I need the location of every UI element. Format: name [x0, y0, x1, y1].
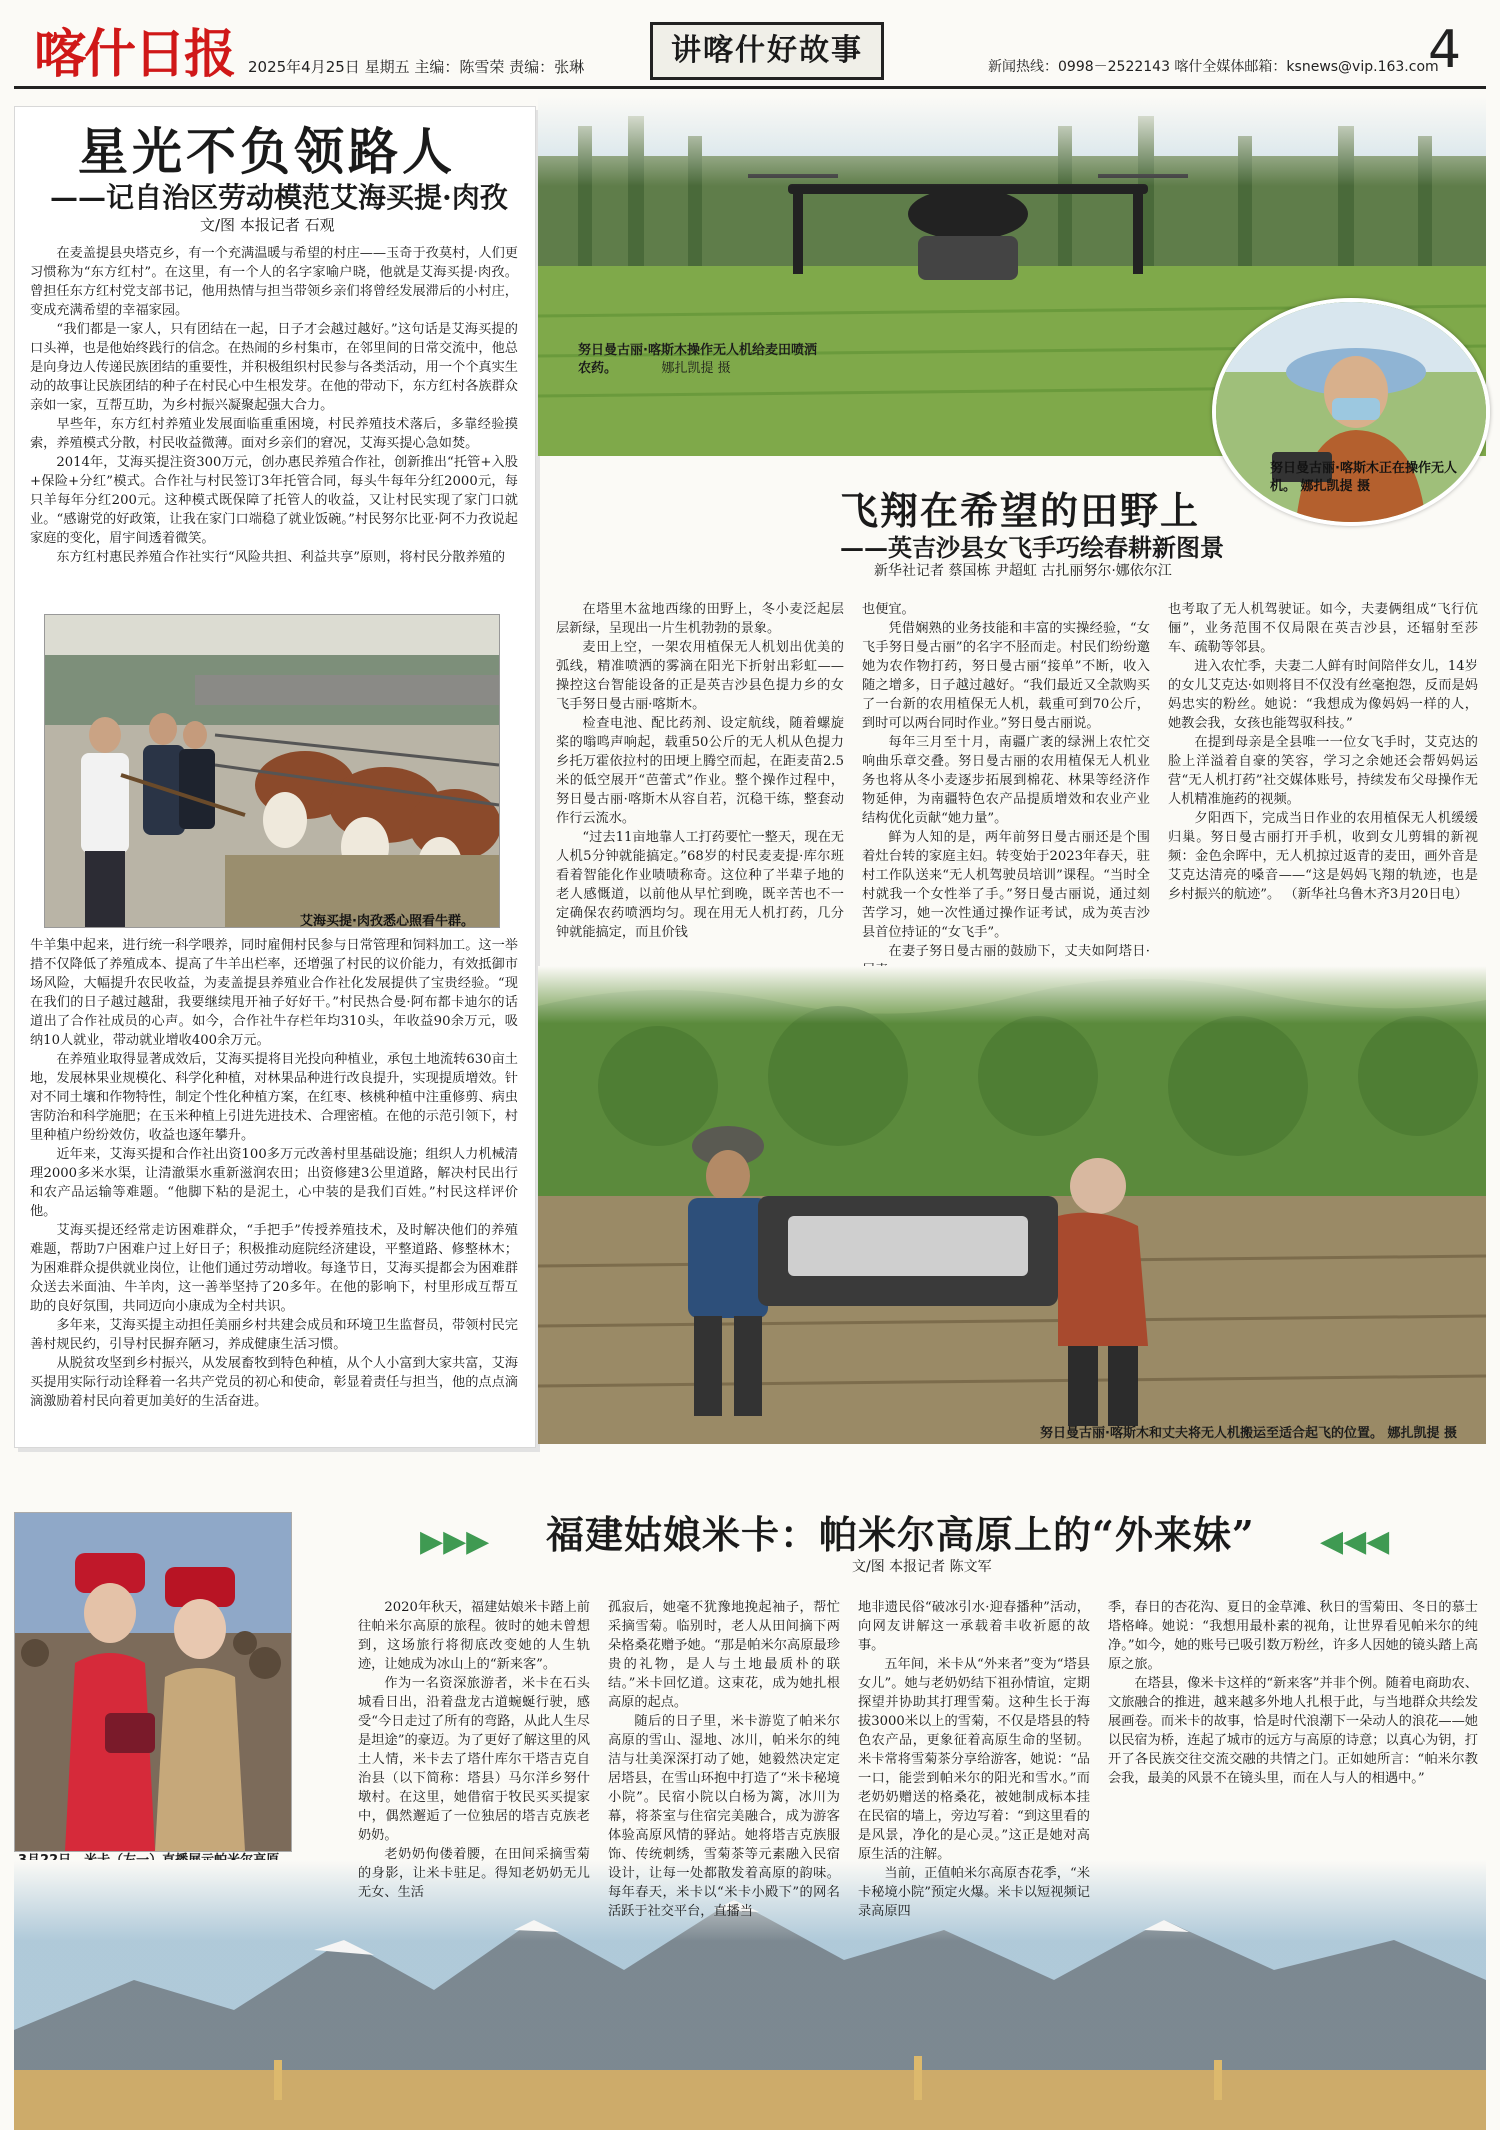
- paragraph: 鲜为人知的是，两年前努日曼古丽还是个围着灶台转的家庭主妇。转变始于2023年春天，驻村工作队送来“无人机驾驶员培训”课程。“当时全村就我一个女性举了手。”努日曼古丽说，通过刻苦学习，她一次性通过操作证考试，成为英吉沙县首位持证的“女飞手”。: [862, 830, 1150, 940]
- right-article-column-1: [556, 600, 844, 942]
- paragraph: 也便宜。: [862, 602, 915, 617]
- cattle-photo-caption: 艾海买提·肉孜悉心照看牛群。: [300, 914, 474, 929]
- portrait-photo-caption: [1270, 460, 1482, 496]
- masthead-rule: [14, 86, 1486, 89]
- paragraph: 地非遗民俗“破冰引水·迎春播种”活动，向网友讲解这一承载着丰收祈愿的故事。: [858, 1600, 1090, 1653]
- paragraph: 东方红村惠民养殖合作社实行“风险共担、利益共享”原则，将村民分散养殖的: [56, 550, 506, 565]
- paragraph: 孤寂后，她毫不犹豫地挽起袖子，帮忙采摘雪菊。临别时，老人从田间摘下两朵格桑花赠予她。“那是帕米尔高原最珍贵的礼物，是人与土地最质朴的联结。”米卡回忆道。这束花，成为她扎根高原的起点。: [608, 1600, 840, 1710]
- bottom-article-title: 福建姑娘米卡：帕米尔高原上的“外来妹”: [546, 1512, 1255, 1557]
- left-article-subtitle: ——记自治区劳动模范艾海买提·肉孜: [50, 181, 508, 214]
- paragraph: 季，春日的杏花沟、夏日的金草滩、秋日的雪菊田、冬日的慕士塔格峰。她说：“我想用最朴素的视角，让世界看见帕米尔的纯净。”如今，她的账号已吸引数万粉丝，许多人因她的镜头踏上高原之旅。: [1108, 1600, 1478, 1672]
- paragraph: 多年来，艾海买提主动担任美丽乡村共建会成员和环境卫生监督员，带领村民完善村规民约，引导村民摒弃陋习，养成健康生活习惯。: [30, 1318, 518, 1352]
- paragraph: 麦田上空，一架农用植保无人机划出优美的弧线，精准喷洒的雾滴在阳光下折射出彩虹——操控这台智能设备的正是英吉沙县色提力乡的女飞手努日曼古丽·喀斯木。: [556, 640, 844, 712]
- paragraph: 在塔里木盆地西缘的田野上，冬小麦泛起层层新绿，呈现出一片生机勃勃的景象。: [556, 602, 844, 636]
- paragraph: 在养殖业取得显著成效后，艾海买提将目光投向种植业，承包土地流转630亩土地，发展林果业规模化、科学化种植，对林果品种进行改良提升，实现提质增效。针对不同土壤和作物特性，制定个性化种植方案，在红枣、核桃种植中注重修剪、病虫害防治和科学施肥；在玉米种植上引进先进技术、合理密植。在他的示范引领下，村里种植户纷纷效仿，收益也逐年攀升。: [30, 1052, 518, 1143]
- paragraph: 在妻子努日曼古丽的鼓励下，丈夫如阿塔日·: [888, 944, 1150, 959]
- bottom-article-column-2: [608, 1598, 840, 1921]
- bottom-article-column-1: [358, 1598, 590, 1902]
- right-article-byline: 新华社记者 蔡国栋 尹超虹 古扎丽努尔·娜依尔江: [874, 563, 1172, 579]
- paragraph: 从脱贫攻坚到乡村振兴，从发展畜牧到特色种植，从个人小富到大家共富，艾海买提用实际行动诠释着一名共产党员的初心和使命，彰显着责任与担当，他的点点滴滴激励着村民向着更加美好的生活奋进。: [30, 1356, 518, 1409]
- paragraph: 早些年，东方红村养殖业发展面临重重困境，村民养殖技术落后，多靠经验摸索，养殖模式分散，村民收益微薄。面对乡亲们的窘况，艾海买提心急如焚。: [30, 417, 518, 451]
- couple-carrying-drone-photo: [538, 966, 1486, 1444]
- caption-text: 努日曼古丽·喀斯木正在操作无人机。: [1270, 461, 1457, 494]
- paragraph: 在塔县，像米卡这样的“新来客”并非个例。随着电商助农、文旅融合的推进，越来越多外地人扎根于此，与当地群众共绘发展画卷。而米卡的故事，恰是时代浪潮下一朵动人的浪花——她以民宿为桥，连起了城市的远方与高原的诗意；以真心为钥，打开了各民族交往交流交融的共情之门。正如她所言：“帕米尔教会我，最美的风景不在镜头里，而在人与人的相遇中。”: [1108, 1676, 1478, 1786]
- right-article-column-2: [862, 600, 1150, 980]
- right-article-column-3: [1168, 600, 1478, 904]
- paragraph: 老奶奶佝偻着腰，在田间采摘雪菊的身影，让米卡驻足。得知老奶奶无儿无女、生活: [358, 1847, 590, 1900]
- caption-text: 努日曼古丽·喀斯木和丈夫将无人机搬运至适合起飞的位置。: [1040, 1426, 1383, 1441]
- right-article-title: 飞翔在希望的田野上: [840, 488, 1201, 533]
- column-title-box: [650, 22, 884, 80]
- paragraph: 近年来，艾海买提和合作社出资100多万元改善村里基础设施；组织人力机械清理2000多米水渠，让清澈渠水重新滋润农田；出资修建3公里道路，解决村民出行和农产品运输等难题。“他脚下粘的是泥土，心中装的是我们百姓。”村民这样评价他。: [30, 1147, 518, 1219]
- paragraph: 凭借娴熟的业务技能和丰富的实操经验，“女飞手努日曼古丽”的名字不胫而走。村民们纷纷邀她为农作物打药，努日曼古丽“接单”不断，收入随之增多，日子越过越好。“我们最近又全款购买了一台新的农用植保无人机，载重可到70公斤，到时可以两台同时作业。”努日曼古丽说。: [862, 621, 1150, 731]
- paragraph: 检查电池、配比药剂、设定航线，随着螺旋桨的嗡鸣声响起，载重50公斤的无人机从色提力乡托万霍依拉村的田埂上腾空而起，在距麦苗2.5米的低空展开“芭蕾式”作业。整个操作过程中，努日曼古丽·喀斯木从容自若，沉稳干练，整套动作行云流水。: [556, 716, 844, 826]
- paragraph: 夕阳西下，完成当日作业的农用植保无人机缓缓归巢。努日曼古丽打开手机，收到女儿剪辑的新视频：金色余晖中，无人机掠过返青的麦田，画外音是艾克达清亮的嗓音——“这是妈妈飞翔的轨迹，也是乡村振兴的航迹”。 （新华社乌鲁木齐3月20日电）: [1168, 811, 1478, 902]
- paragraph: 五年间，米卡从“外来者”变为“塔县女儿”。她与老奶奶结下祖孙情谊，定期探望并协助其打理雪菊。这种生长于海拔3000米以上的雪菊，不仅是塔县的特色农产品，更象征着高原生命的坚韧。米卡常将雪菊茶分享给游客，她说：“品一口，能尝到帕米尔的阳光和雪水。”而老奶奶赠送的格桑花，被她制成标本挂在民宿的墙上，旁边写着：“到这里看的是风景，净化的是心灵。”这正是她对高原生活的注解。: [858, 1657, 1090, 1862]
- caption-text: 努日曼古丽·喀斯木操作无人机给麦田喷洒农药。: [578, 343, 817, 376]
- dateline: 2025年4月25日 星期五 主编：陈雪荣 责编：张琳: [248, 58, 585, 76]
- page-number: 4: [1428, 20, 1462, 80]
- paragraph: 牛羊集中起来，进行统一科学喂养，同时雇佣村民参与日常管理和饲料加工。这一举措不仅降低了养殖成本、提高了牛羊出栏率，还增强了村民的议价能力，有效抵御市场风险，大幅提升农民收益，为麦盖提县养殖业合作社化发展提供了宝贵经验。“现在我们的日子越过越甜，我要继续甩开袖子好好干。”村民热合曼·阿布都卡迪尔的话道出了合作社成员的心声。如今，合作社牛存栏年均310头，年收益90余万元，吸纳10人就业，带动就业增收400余万元。: [30, 938, 518, 1048]
- paragraph: 进入农忙季，夫妻二人鲜有时间陪伴女儿，14岁的女儿艾克达·如则将目不仅没有丝毫抱怨，反而是妈妈忠实的粉丝。她说：“我想成为像妈妈一样的人，她教会我，女孩也能驾驭科技。”: [1168, 659, 1478, 731]
- photo-credit: 娜扎凯提 摄: [661, 361, 731, 376]
- drone-photo-caption: [578, 342, 828, 378]
- paragraph: 作为一名资深旅游者，米卡在石头城看日出，沿着盘龙古道蜿蜒行驶，感受“今日走过了所有的弯路，从此人生尽是坦途”的豪迈。为了更好了解这里的风土人情，米卡去了塔什库尔干塔吉克自治县（以下简称：塔县）马尔洋乡努什墩村。在这里，她借宿于牧民买买提家中，偶然邂逅了一位独居的塔吉克族老奶奶。: [358, 1676, 590, 1843]
- left-article-text-2: [30, 936, 518, 1411]
- livestream-photo: [14, 1512, 292, 1852]
- couple-photo-caption: [1040, 1422, 1457, 1441]
- paragraph: 每年三月至十月，南疆广袤的绿洲上农忙交响曲乐章交叠。努日曼古丽的农用植保无人机业务也将从冬小麦逐步拓展到棉花、林果等经济作物延伸，为南疆特色农产品提质增效和农业产业结构优化贡献“她力量”。: [862, 735, 1150, 826]
- photo-credit: 娜扎凯提 摄: [1300, 479, 1371, 494]
- bottom-article-column-3: [858, 1598, 1090, 1921]
- paragraph: 2020年秋天，福建姑娘米卡踏上前往帕米尔高原的旅程。彼时的她未曾想到，这场旅行将彻底改变她的人生轨迹，让她成为冰山上的“新来客”。: [358, 1600, 590, 1672]
- triangle-left-icon: ◀◀◀: [1320, 1524, 1390, 1559]
- left-article-title: 星光不负领路人: [78, 122, 456, 181]
- news-hotline: 新闻热线：0998－2522143 喀什全媒体邮箱：ksnews@vip.163.com: [988, 59, 1439, 75]
- bottom-article-column-4: [1108, 1598, 1478, 1788]
- triangle-right-icon: ▶▶▶: [420, 1524, 490, 1559]
- paragraph: 也考取了无人机驾驶证。如今，夫妻俩组成“飞行伉俪”，业务范围不仅局限在英吉沙县，还辐射至莎车、疏勒等邻县。: [1168, 602, 1478, 655]
- paragraph: 在提到母亲是全县唯一一位女飞手时，艾克达的脸上洋溢着自豪的笑容，学习之余她还会帮妈妈运营“无人机打药”社交媒体账号，持续发布父母操作无人机精准施药的视频。: [1168, 735, 1478, 807]
- newspaper-logo: 喀什日报: [34, 24, 235, 85]
- cattle-farm-photo: [44, 614, 500, 928]
- paragraph: 在麦盖提县央塔克乡，有一个充满温暖与希望的村庄——玉奇于孜莫村，人们更习惯称为“东方红村”。在这里，有一个人的名字家喻户晓，他就是艾海买提·肉孜。曾担任东方红村党支部书记，他用热情与担当带领乡亲们将曾经发展滞后的小村庄，变成充满希望的幸福家园。: [30, 246, 518, 318]
- left-article-text-1: [30, 244, 518, 567]
- masthead: [0, 0, 1500, 88]
- paragraph: 艾海买提还经常走访困难群众，“手把手”传授养殖技术，及时解决他们的养殖难题，帮助7户困难户过上好日子；积极推动庭院经济建设，平整道路、修整林木；为困难群众提供就业岗位，让他们通过劳动增收。每逢节日，艾海买提都会为困难群众送去米面油、牛羊肉，这一善举坚持了20多年。在他的影响下，村里形成互帮互助的良好氛围，共同迈向小康成为全村共识。: [30, 1223, 518, 1314]
- paragraph: “过去11亩地靠人工打药要忙一整天，现在无人机5分钟就能搞定。”68岁的村民麦麦提·库尔班看着智能化作业啧啧称奇。这位种了半辈子地的老人感慨道，以前他从早忙到晚，既辛苦也不一定确保农药喷洒均匀。现在用无人机打药，几分钟就能搞定，而且价钱: [556, 830, 844, 940]
- left-article-byline: 文/图 本报记者 石观: [200, 216, 335, 234]
- right-article-subtitle: ——英吉沙县女飞手巧绘春耕新图景: [840, 533, 1224, 562]
- paragraph: “我们都是一家人，只有团结在一起，日子才会越过越好。”这句话是艾海买提的口头禅，也是他始终践行的信念。在热闹的乡村集市，在邻里间的日常交流中，他总是向身边人传递民族团结的重要性，并积极组织村民参与各类活动，用一个个真实生动的故事让民族团结的种子在村民心中生根发芽。在他的带动下，东方红村各族群众亲如一家，互帮互助，为乡村振兴凝聚起强大合力。: [30, 322, 518, 413]
- paragraph: 当前，正值帕米尔高原杏花季，“米卡秘境小院”预定火爆。米卡以短视频记录高原四: [858, 1866, 1090, 1919]
- photo-credit: 娜扎凯提 摄: [1387, 1426, 1458, 1441]
- bottom-article-byline: 文/图 本报记者 陈文军: [852, 1559, 992, 1575]
- paragraph: 2014年，艾海买提注资300万元，创办惠民养殖合作社，创新推出“托管+入股+保险+分红”模式。合作社与村民签订3年托管合同，每头牛每年分红2000元，每只羊每年分红200元。这种模式既保障了托管人的收益，又让村民实现了家门口就业。“感谢党的好政策，让我在家门口端稳了就业饭碗。”村民努尔比亚·阿不力孜说起家庭的变化，眉宇间透着微笑。: [30, 455, 518, 546]
- paragraph: 随后的日子里，米卡游览了帕米尔高原的雪山、湿地、冰川，帕米尔的纯洁与壮美深深打动了她，她毅然决定定居塔县，在雪山环抱中打造了“米卡秘境小院”。民宿小院以白杨为篱，冰川为幕，将茶室与住宿完美融合，成为游客体验高原风情的驿站。她将塔吉克族服饰、传统刺绣，雪菊茶等元素融入民宿设计，让每一处都散发着高原的韵味。每年春天，米卡以“米卡小殿下”的网名活跃于社交平台，直播当: [608, 1714, 840, 1919]
- column-title: 讲喀什好故事: [671, 33, 863, 68]
